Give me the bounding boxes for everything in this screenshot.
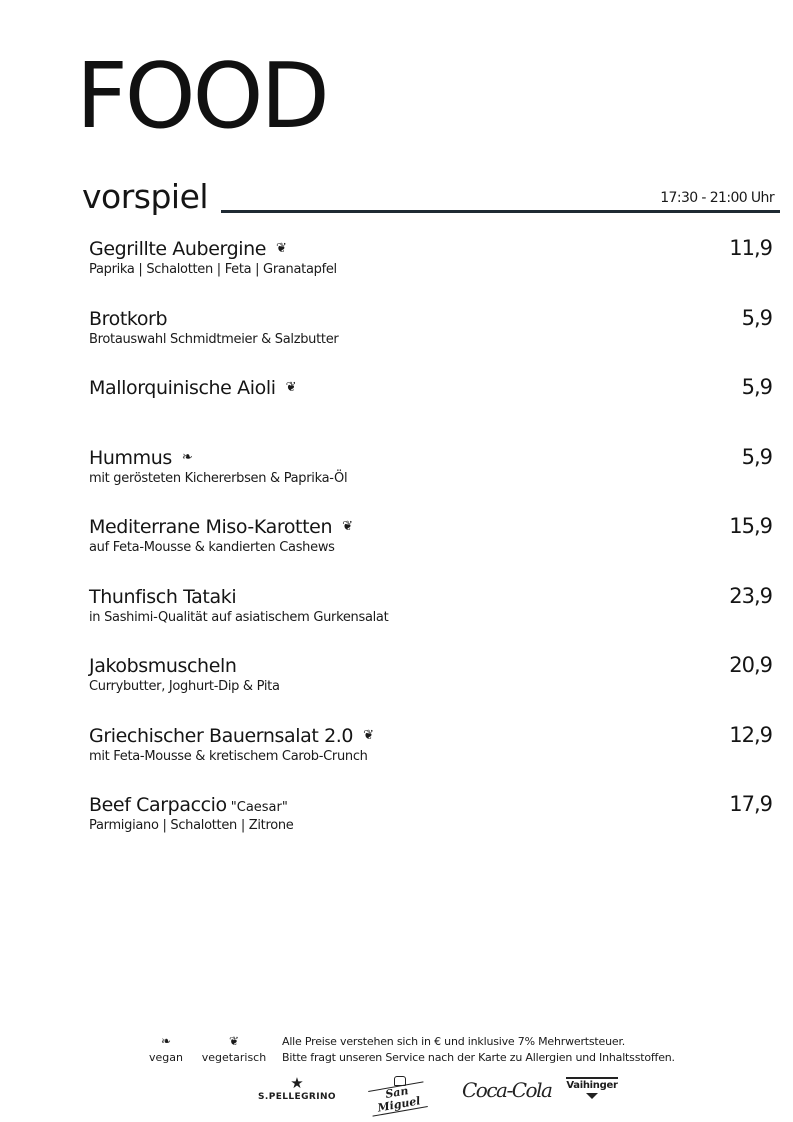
menu-item	[89, 653, 775, 723]
menu-item	[89, 514, 775, 584]
allergy-note: Bitte fragt unseren Service nach der Karte zu Allergien und Inhaltsstoffen.	[282, 1051, 675, 1064]
item-price: 5,9	[741, 444, 772, 469]
item-name-row	[89, 308, 167, 330]
menu-item	[89, 236, 775, 306]
coca-cola-logo: Coca-Cola	[462, 1078, 552, 1102]
leaf-icon: ❦	[363, 727, 374, 743]
menu-item	[89, 584, 775, 654]
leaf-icon: ❦	[276, 241, 287, 256]
item-name-note: "Caesar"	[230, 800, 288, 815]
item-price: 5,9	[741, 305, 772, 330]
leaf-icon: ❦	[228, 1034, 240, 1048]
item-name: Mallorquinische Aioli	[89, 377, 276, 399]
item-description: Brotauswahl Schmidtmeier & Salzbutter	[89, 331, 339, 347]
legend-vegetarian-label: vegetarisch	[201, 1051, 267, 1064]
item-price: 17,9	[729, 792, 772, 816]
vaihinger-text: Vaihinger	[566, 1080, 618, 1091]
legend-vegan	[146, 1034, 186, 1064]
price-note: Alle Preise verstehen sich in € und inklusive 7% Mehrwertsteuer.	[282, 1035, 626, 1048]
leaf-icon: ❦	[342, 519, 353, 534]
item-description: Currybutter, Joghurt-Dip & Pita	[89, 679, 280, 694]
item-name-row	[89, 794, 288, 816]
item-name: Thunfisch Tataki	[89, 585, 237, 608]
menu-item	[89, 375, 775, 445]
item-price: 15,9	[729, 514, 772, 538]
menu-item	[89, 723, 775, 793]
legend-vegetarian	[200, 1034, 268, 1064]
sponsor-logos	[250, 1074, 630, 1115]
s-pellegrino-text: S.PELLEGRINO	[258, 1092, 336, 1102]
item-name: Beef Carpaccio	[89, 794, 227, 816]
item-name: Mediterrane Miso-Karotten	[89, 516, 333, 538]
item-description: Parmigiano | Schalotten | Zitrone	[89, 818, 294, 833]
item-name-row	[89, 516, 353, 538]
item-name-row	[89, 655, 237, 677]
serving-time: 17:30 - 21:00 Uhr	[660, 190, 774, 206]
legend-notes	[282, 1034, 675, 1066]
legend-vegan-label: vegan	[149, 1051, 183, 1064]
item-description: mit Feta-Mousse & kretischem Carob-Crunch	[89, 748, 368, 764]
item-description: in Sashimi-Qualität auf asiatischem Gurkensalat	[89, 609, 389, 625]
item-name-row	[89, 725, 374, 747]
menu-item	[89, 445, 775, 515]
item-price: 12,9	[729, 722, 772, 747]
item-name-row	[89, 447, 192, 469]
item-name-row	[89, 586, 236, 608]
vaihinger-logo	[566, 1076, 618, 1099]
triangle-icon	[586, 1093, 598, 1099]
section-header	[82, 178, 780, 218]
item-name-row	[89, 238, 287, 260]
item-description: mit gerösteten Kichererbsen & Paprika-Öl	[89, 470, 348, 486]
menu-list	[89, 236, 775, 862]
menu-item	[89, 792, 775, 862]
sprout-icon: ❧	[181, 449, 193, 465]
item-name: Griechischer Bauernsalat 2.0	[89, 724, 354, 747]
item-description: auf Feta-Mousse & kandierten Cashews	[89, 540, 335, 555]
logo-bar	[566, 1077, 618, 1079]
sprout-icon: ❧	[160, 1034, 172, 1048]
diet-legend	[140, 1034, 700, 1068]
leaf-icon: ❦	[285, 380, 297, 395]
item-name: Gegrillte Aubergine	[89, 238, 267, 260]
page-title: FOOD	[76, 44, 327, 149]
item-price: 23,9	[729, 583, 772, 608]
san-miguel-text: San Miguel	[368, 1081, 428, 1116]
menu-item	[89, 306, 775, 376]
item-name-row	[89, 377, 296, 399]
star-icon: ★	[290, 1074, 304, 1092]
section-title: vorspiel	[82, 177, 209, 216]
item-name: Jakobsmuscheln	[89, 655, 237, 677]
san-miguel-logo	[368, 1076, 432, 1115]
s-pellegrino-logo	[254, 1076, 340, 1102]
item-price: 20,9	[729, 653, 772, 677]
item-name: Brotkorb	[89, 307, 168, 330]
item-price: 11,9	[729, 236, 772, 260]
item-description: Paprika | Schalotten | Feta | Granatapfel	[89, 262, 337, 277]
item-price: 5,9	[741, 375, 772, 399]
item-name: Hummus	[89, 446, 172, 469]
section-divider	[221, 210, 780, 213]
